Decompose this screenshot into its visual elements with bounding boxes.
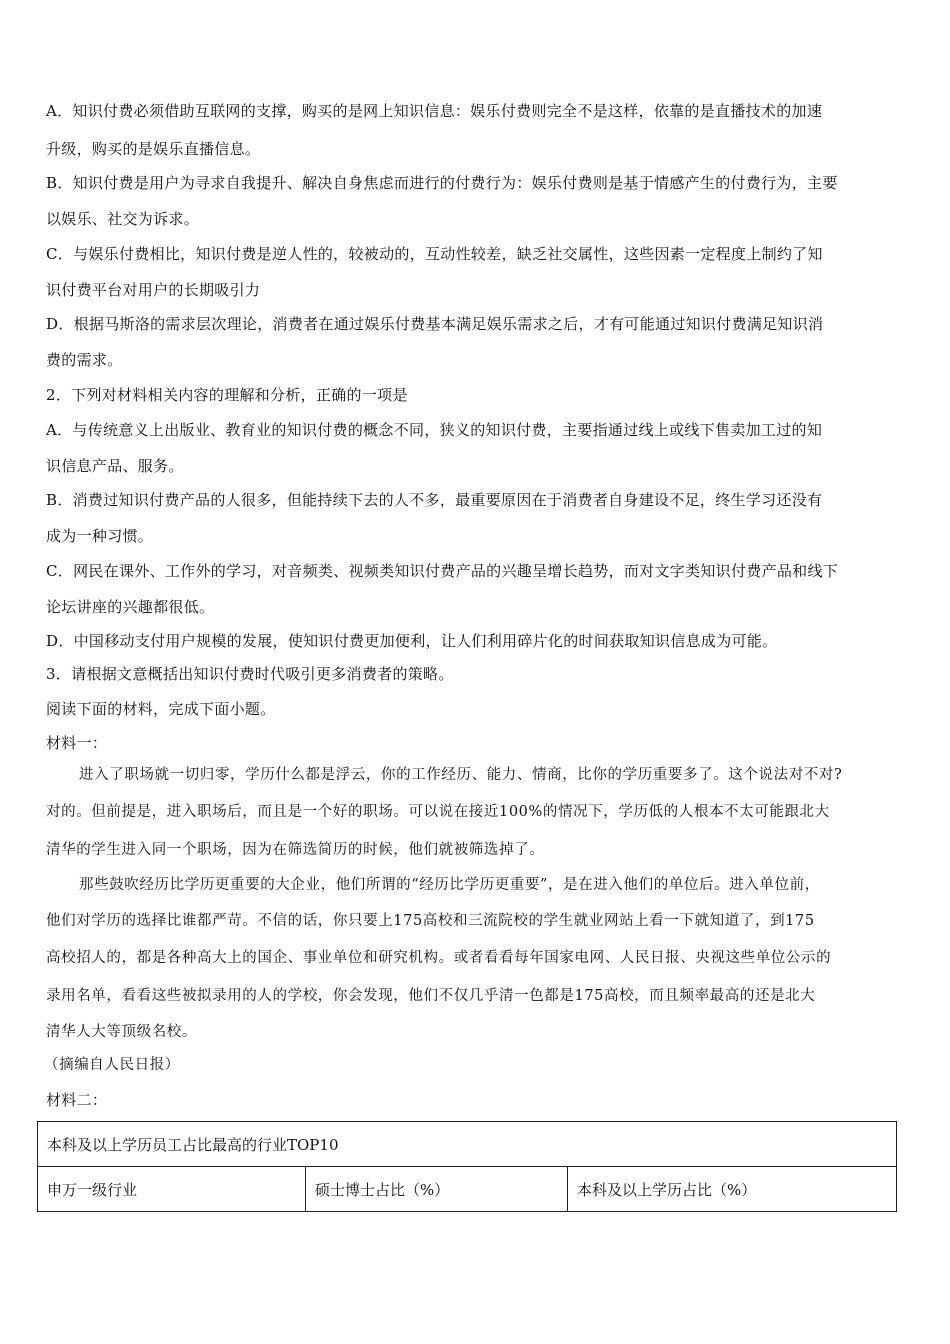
q1-option-d-line2: 费的需求。 xyxy=(46,351,123,369)
q1-option-b-line1: B．知识付费是用户为寻求自我提升、解决自身焦虑而进行的付费行为：娱乐付费则是基于情感产生的付费行为，主要 xyxy=(46,174,838,192)
material1-p2-line2: 他们对学历的选择比谁都严苛。不信的话，你只要上175高校和三流院校的学生就业网站上看一下就知道了，到175 xyxy=(46,913,815,929)
q2-stem: 2．下列对材料相关内容的理解和分析，正确的一项是 xyxy=(46,386,408,404)
material1-p2-line4: 录用名单，看看这些被拟录用的人的学校，你会发现，他们不仅几乎清一色都是175高校，而且频率最高的还是北大 xyxy=(46,988,816,1004)
material1-label: 材料一： xyxy=(46,734,108,752)
q1-option-c-line2: 识付费平台对用户的长期吸引力 xyxy=(46,281,261,299)
industry-table xyxy=(37,1121,897,1212)
material1-p1-line3: 清华的学生进入同一个职场，因为在筛选简历的时候，他们就被筛选掉了。 xyxy=(46,842,545,858)
q3-stem: 3．请根据文意概括出知识付费时代吸引更多消费者的策略。 xyxy=(46,665,454,683)
q1-option-a-line2: 升级，购买的是娱乐直播信息。 xyxy=(46,140,261,158)
q2-option-b-line1: B．消费过知识付费产品的人很多，但能持续下去的人不多，最重要原因在于消费者自身建设不足，终生学习还没有 xyxy=(46,491,823,509)
material1-p2-line3: 高校招人的，都是各种高大上的国企、事业单位和研究机构。或者看看每年国家电网、人民日报、央视这些单位公示的 xyxy=(46,950,832,966)
reading-intro: 阅读下面的材料，完成下面小题。 xyxy=(46,700,276,718)
q2-option-a-line1: A．与传统意义上出版业、教育业的知识付费的概念不同，狭义的知识付费，主要指通过线上或线下售卖加工过的知 xyxy=(46,421,823,439)
table-title-row xyxy=(38,1122,897,1167)
q2-option-b-line2: 成为一种习惯。 xyxy=(46,527,154,545)
table-header-bachelor: 本科及以上学历占比（%） xyxy=(568,1167,897,1212)
table-header-master-phd: 硕士博士占比（%） xyxy=(306,1167,568,1212)
material1-p1-line2: 对的。但前提是，进入职场后，而且是一个好的职场。可以说在接近100%的情况下，学历低的人根本不太可能跟北大 xyxy=(46,804,830,820)
q2-option-c-line2: 论坛讲座的兴趣都很低。 xyxy=(46,598,215,616)
q1-option-b-line2: 以娱乐、社交为诉求。 xyxy=(46,210,200,228)
q2-option-c-line1: C．网民在课外、工作外的学习，对音频类、视频类知识付费产品的兴趣呈增长趋势，而对文字类知识付费产品和线下 xyxy=(46,562,839,580)
material2-label: 材料二： xyxy=(46,1091,108,1109)
q2-option-a-line2: 识信息产品、服务。 xyxy=(46,457,184,475)
table-header-industry: 申万一级行业 xyxy=(38,1167,306,1212)
table-title: 本科及以上学历员工占比最高的行业TOP10 xyxy=(38,1122,897,1167)
material1-p2-line5: 清华人大等顶级名校。 xyxy=(46,1024,197,1040)
q1-option-a-line1: A．知识付费必须借助互联网的支撑，购买的是网上知识信息：娱乐付费则完全不是这样，依靠的是直播技术的加速 xyxy=(46,102,823,120)
q2-option-d: D．中国移动支付用户规模的发展，使知识付费更加便利，让人们利用碎片化的时间获取知识信息成为可能。 xyxy=(46,632,778,650)
q1-option-d-line1: D．根据马斯洛的需求层次理论，消费者在通过娱乐付费基本满足娱乐需求之后，才有可能通过知识付费满足知识消 xyxy=(46,315,824,333)
q1-option-c-line1: C．与娱乐付费相比，知识付费是逆人性的，较被动的，互动性较差，缺乏社交属性，这些因素一定程度上制约了知 xyxy=(46,245,823,263)
table-header-row xyxy=(38,1167,897,1212)
material1-p2-line1: 那些鼓吹经历比学历更重要的大企业，他们所谓的“经历比学历更重要”，是在进入他们的单位后。进入单位前， xyxy=(79,877,820,893)
source-note: （摘编自人民日报） xyxy=(44,1057,180,1073)
material1-p1-line1: 进入了职场就一切归零，学历什么都是浮云，你的工作经历、能力、情商，比你的学历重要多了。这个说法对不对? xyxy=(79,767,843,783)
